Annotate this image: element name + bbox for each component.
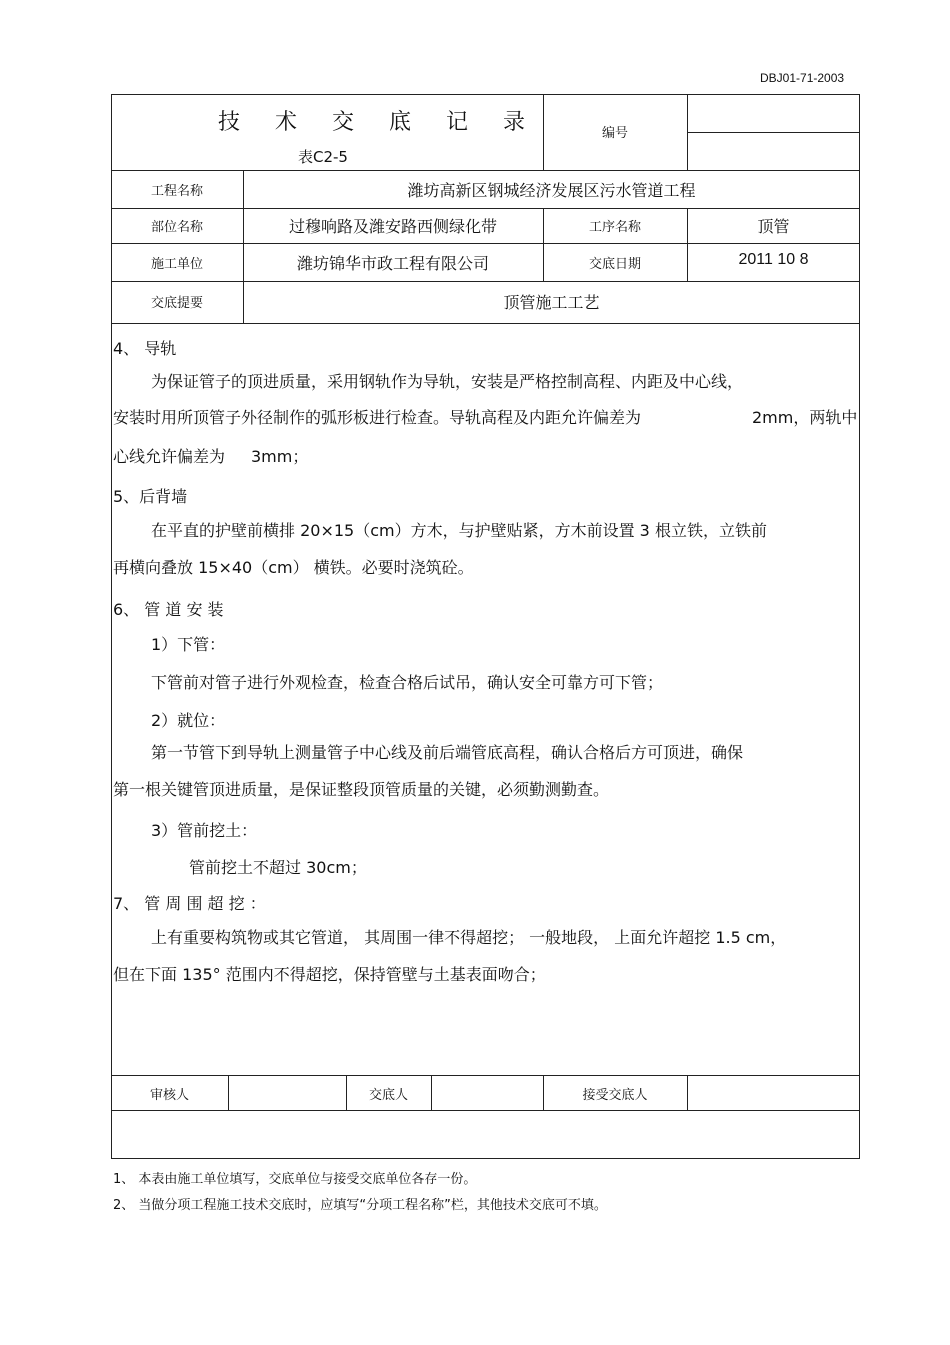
content-line: 2mm，两轨中	[752, 408, 858, 427]
divider	[111, 1110, 860, 1111]
divider	[687, 94, 688, 170]
form-number: 表C2-5	[298, 148, 348, 166]
section-heading: 4、 导轨	[113, 339, 177, 358]
section-heading: 5、后背墙	[113, 487, 188, 506]
reviewer-label: 审核人	[149, 1088, 189, 1103]
part-name-value: 过穆响路及潍安路西侧绿化带	[288, 217, 497, 236]
process-name-label: 工序名称	[588, 220, 641, 235]
divider	[111, 323, 860, 324]
content-line: 但在下面 135° 范围内不得超挖，保持管壁与土基表面吻合；	[113, 965, 546, 984]
footnote: 2、 当做分项工程施工技术交底时，应填写“分项工程名称”栏，其他技术交底可不填。	[113, 1198, 607, 1213]
number-label: 编号	[601, 126, 628, 141]
receiver-label: 接受交底人	[582, 1088, 648, 1103]
summary-value: 顶管施工工艺	[503, 293, 600, 312]
divider	[111, 1075, 860, 1076]
divider	[431, 1075, 432, 1110]
process-name-value: 顶管	[757, 217, 790, 236]
project-name-label: 工程名称	[150, 184, 203, 199]
section-heading: 7、 管 周 围 超 挖 ：	[113, 894, 266, 913]
content-line: 下管前对管子进行外观检查，检查合格后试吊，确认安全可靠方可下管；	[151, 673, 664, 692]
content-line: 3mm；	[251, 447, 309, 466]
construction-unit-value: 潍坊锦华市政工程有限公司	[296, 254, 489, 273]
content-line: 在平直的护壁前横排 20×15（cm）方木，与护壁贴紧，方木前设置 3 根立铁，立铁前	[151, 521, 767, 540]
divider	[111, 281, 860, 282]
subsection-heading: 1）下管：	[151, 635, 226, 654]
part-name-label: 部位名称	[150, 220, 203, 235]
disclosure-date-value: 2011 10 8	[738, 251, 809, 268]
document-title: 技 术 交 底 记 录	[218, 110, 539, 135]
divider	[687, 132, 860, 133]
content-line: 上有重要构筑物或其它管道， 其周围一律不得超挖； 一般地段， 上面允许超挖 1.5 cm，	[151, 928, 787, 947]
summary-label: 交底提要	[150, 296, 203, 311]
divider	[687, 1075, 688, 1110]
subsection-heading: 3）管前挖土：	[151, 821, 258, 840]
divider	[111, 208, 860, 209]
content-line: 为保证管子的顶进质量，采用钢轨作为导轨，安装是严格控制高程、内距及中心线，	[151, 372, 744, 391]
content-line: 安装时用所顶管子外径制作的弧形板进行检查。导轨高程及内距允许偏差为	[113, 408, 642, 427]
content-line: 第一节管下到导轨上测量管子中心线及前后端管底高程，确认合格后方可顶进，确保	[151, 743, 744, 762]
divider	[111, 170, 860, 171]
document-code: DBJ01-71-2003	[760, 71, 845, 85]
subsection-heading: 2）就位：	[151, 711, 226, 730]
content-line: 心线允许偏差为	[113, 447, 226, 466]
footnote: 1、 本表由施工单位填写，交底单位与接受交底单位各存一份。	[113, 1172, 477, 1187]
content-line: 管前挖土不超过 30cm；	[189, 858, 367, 877]
construction-unit-label: 施工单位	[150, 257, 203, 272]
section-heading: 6、 管 道 安 装	[113, 600, 224, 619]
divider	[111, 243, 860, 244]
content-line: 再横向叠放 15×40（cm） 横铁。必要时浇筑砼。	[113, 558, 474, 577]
discloser-label: 交底人	[368, 1088, 408, 1103]
disclosure-date-label: 交底日期	[588, 257, 641, 272]
content-line: 第一根关键管顶进质量，是保证整段顶管质量的关键，必须勤测勤查。	[113, 780, 610, 799]
project-name-value: 潍坊高新区钢城经济发展区污水管道工程	[407, 181, 696, 200]
divider	[228, 1075, 229, 1110]
